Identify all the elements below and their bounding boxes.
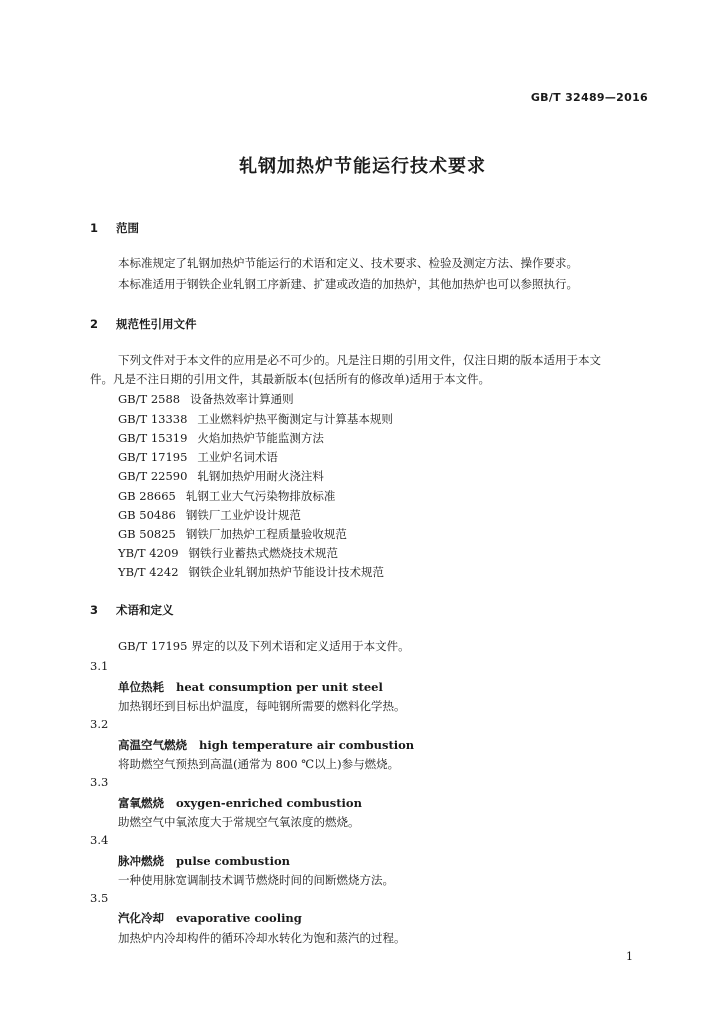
paragraph: GB/T 17195 界定的以及下列术语和定义适用于本文件。 — [118, 639, 410, 653]
term-heading — [118, 679, 383, 695]
page-number: 1 — [626, 950, 633, 963]
reference-code: GB 50825 — [118, 527, 176, 541]
term-number: 3.2 — [90, 717, 109, 731]
reference-item — [118, 526, 347, 542]
term-chinese: 脉冲燃烧 — [118, 854, 164, 868]
reference-name: 钢铁企业轧钢加热炉节能设计技术规范 — [188, 565, 385, 579]
reference-code: GB/T 22590 — [118, 469, 188, 483]
paragraph: 本标准适用于钢铁企业轧钢工序新建、扩建或改造的加热炉，其他加热炉也可以参照执行。 — [118, 277, 578, 291]
reference-name: 轧钢工业大气污染物排放标准 — [185, 489, 336, 503]
reference-name: 火焰加热炉节能监测方法 — [197, 431, 324, 445]
paragraph: 件。凡是不注日期的引用文件，其最新版本(包括所有的修改单)适用于本文件。 — [90, 372, 490, 386]
reference-code: GB/T 17195 — [118, 450, 188, 464]
term-definition: 加热钢坯到目标出炉温度，每吨钢所需要的燃料化学热。 — [118, 699, 406, 713]
section-number: 2 — [90, 317, 99, 331]
reference-code: YB/T 4242 — [118, 565, 179, 579]
document-title: 轧钢加热炉节能运行技术要求 — [239, 156, 486, 177]
term-chinese: 富氧燃烧 — [118, 796, 164, 810]
reference-code: GB/T 15319 — [118, 431, 188, 445]
reference-name: 轧钢加热炉用耐火浇注料 — [197, 469, 324, 483]
term-number: 3.4 — [90, 833, 109, 847]
reference-name: 钢铁行业蓄热式燃烧技术规范 — [188, 546, 339, 560]
section-number: 1 — [90, 221, 99, 235]
paragraph: 本标准规定了轧钢加热炉节能运行的术语和定义、技术要求、检验及测定方法、操作要求。 — [118, 256, 578, 270]
reference-name: 工业炉名词术语 — [197, 450, 278, 464]
term-definition: 将助燃空气预热到高温(通常为 800 ℃以上)参与燃烧。 — [118, 757, 400, 771]
reference-name: 钢铁厂加热炉工程质量验收规范 — [185, 527, 347, 541]
section-3-heading — [90, 602, 174, 618]
reference-item — [118, 507, 301, 523]
term-heading — [118, 853, 290, 869]
standard-code: GB/T 32489—2016 — [530, 91, 648, 104]
section-number: 3 — [90, 603, 99, 617]
reference-name: 设备热效率计算通则 — [190, 392, 294, 406]
term-chinese: 汽化冷却 — [118, 911, 164, 925]
term-number: 3.5 — [90, 891, 109, 905]
term-english: high temperature air combustion — [199, 738, 415, 752]
reference-name: 钢铁厂工业炉设计规范 — [185, 508, 301, 522]
term-number: 3.1 — [90, 659, 109, 673]
term-english: evaporative cooling — [176, 911, 302, 925]
term-heading — [118, 795, 362, 811]
term-heading — [118, 910, 302, 926]
term-number: 3.3 — [90, 775, 109, 789]
reference-item — [118, 411, 393, 427]
term-heading — [118, 737, 414, 753]
reference-item — [118, 564, 384, 580]
term-english: oxygen-enriched combustion — [176, 796, 362, 810]
reference-item — [118, 468, 324, 484]
section-2-heading — [90, 316, 197, 332]
term-english: heat consumption per unit steel — [176, 680, 383, 694]
term-chinese: 单位热耗 — [118, 680, 164, 694]
reference-name: 工业燃料炉热平衡测定与计算基本规则 — [197, 412, 393, 426]
reference-code: GB 50486 — [118, 508, 176, 522]
term-english: pulse combustion — [176, 854, 290, 868]
paragraph: 下列文件对于本文件的应用是必不可少的。凡是注日期的引用文件，仅注日期的版本适用于本文 — [118, 353, 601, 367]
section-1-heading — [90, 220, 139, 236]
term-chinese: 高温空气燃烧 — [118, 738, 187, 752]
section-title: 术语和定义 — [116, 603, 174, 617]
reference-item — [118, 545, 338, 561]
reference-code: GB 28665 — [118, 489, 176, 503]
reference-item — [118, 430, 324, 446]
term-definition: 助燃空气中氧浓度大于常规空气氧浓度的燃烧。 — [118, 815, 360, 829]
term-definition: 一种使用脉宽调制技术调节燃烧时间的间断燃烧方法。 — [118, 873, 394, 887]
term-definition: 加热炉内冷却构件的循环冷却水转化为饱和蒸汽的过程。 — [118, 931, 406, 945]
reference-item — [118, 488, 335, 504]
reference-item — [118, 449, 278, 465]
reference-code: YB/T 4209 — [118, 546, 179, 560]
reference-code: GB/T 13338 — [118, 412, 188, 426]
section-title: 范围 — [116, 221, 139, 235]
reference-code: GB/T 2588 — [118, 392, 181, 406]
reference-item — [118, 391, 294, 407]
section-title: 规范性引用文件 — [116, 317, 197, 331]
